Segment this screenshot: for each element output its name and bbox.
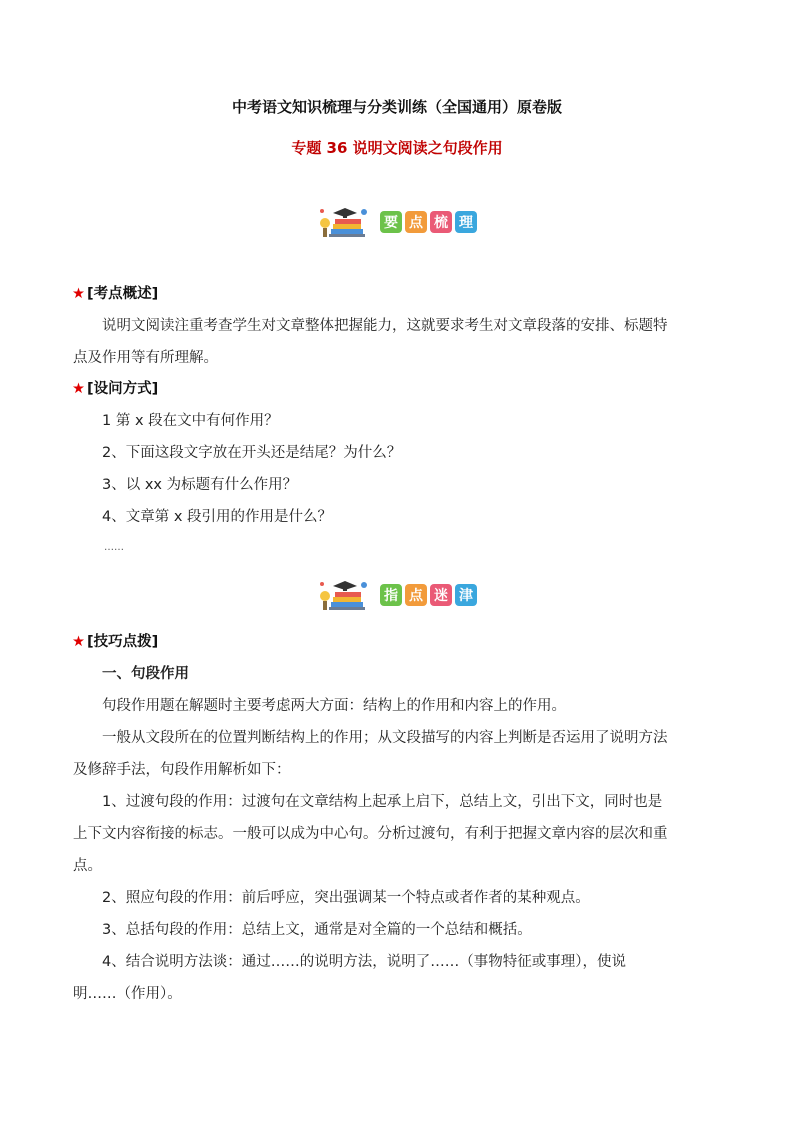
section-heading-questions: ★ [设问方式]: [72, 381, 159, 397]
paragraph-line: 上下文内容衔接的标志。一般可以成为中心句。分析过渡句，有利于把握文章内容的层次和重: [73, 826, 668, 842]
star-icon: ★: [72, 634, 85, 650]
paragraph-line: 一般从文段所在的位置判断结构上的作用；从文段描写的内容上判断是否运用了说明方法: [102, 730, 668, 746]
banner-char: 津: [455, 584, 477, 606]
banner-char: 迷: [430, 584, 452, 606]
paragraph-line: 点及作用等有所理解。: [73, 350, 218, 366]
section-banner-guidance: [0, 577, 794, 613]
section-heading-tips: ★ [技巧点拨]: [72, 634, 159, 650]
list-item: 4、文章第 x 段引用的作用是什么？: [102, 509, 333, 525]
paragraph-line: 明……（作用）。: [73, 986, 182, 1002]
paragraph-line: 及修辞手法，句段作用解析如下：: [73, 762, 291, 778]
banner-char: 点: [405, 211, 427, 233]
section-heading-overview: ★ [考点概述]: [72, 286, 159, 302]
banner-char: 点: [405, 584, 427, 606]
books-graduation-icon: [317, 205, 371, 239]
star-icon: ★: [72, 286, 85, 302]
list-item: 2、下面这段文字放在开头还是结尾？为什么？: [102, 445, 402, 461]
document-title: 中考语文知识梳理与分类训练（全国通用）原卷版: [231, 98, 562, 116]
ellipsis: ……: [104, 542, 124, 553]
paragraph-line: 说明文阅读注重考查学生对文章整体把握能力，这就要求考生对文章段落的安排、标题特: [102, 318, 668, 334]
books-graduation-icon: [317, 578, 371, 612]
section-banner-key-points: [0, 204, 794, 240]
banner-char: 梳: [430, 211, 452, 233]
banner-char: 要: [380, 211, 402, 233]
subheading: 一、句段作用: [102, 666, 189, 682]
banner-char: 指: [380, 584, 402, 606]
paragraph-line: 1、过渡句段的作用：过渡句在文章结构上起承上启下，总结上文，引出下文，同时也是: [102, 794, 663, 810]
paragraph-line: 3、总括句段的作用：总结上文，通常是对全篇的一个总结和概括。: [102, 922, 532, 938]
topic-title: 专题 36 说明文阅读之句段作用: [291, 139, 503, 157]
star-icon: ★: [72, 381, 85, 397]
banner-char: 理: [455, 211, 477, 233]
paragraph-line: 4、结合说明方法谈：通过……的说明方法，说明了……（事物特征或事理），使说: [102, 954, 626, 970]
list-item: 1 第 x 段在文中有何作用？: [102, 413, 279, 429]
paragraph-line: 点。: [73, 858, 102, 874]
paragraph-line: 2、照应句段的作用：前后呼应，突出强调某一个特点或者作者的某种观点。: [102, 890, 590, 906]
list-item: 3、以 xx 为标题有什么作用？: [102, 477, 298, 493]
paragraph-line: 句段作用题在解题时主要考虑两大方面：结构上的作用和内容上的作用。: [102, 698, 566, 714]
